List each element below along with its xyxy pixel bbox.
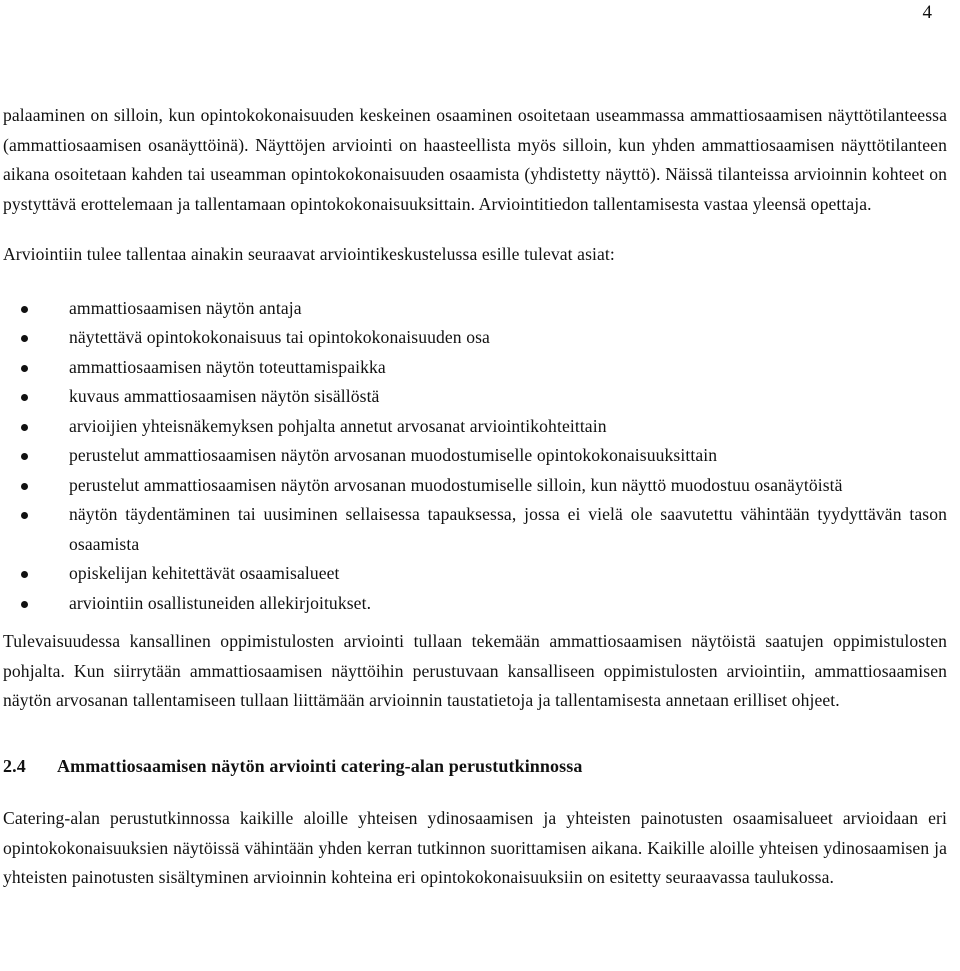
list-item <box>3 559 947 589</box>
document-body <box>3 101 947 893</box>
section-title: Ammattiosaamisen näytön arviointi catering-alan perustutkinnossa <box>57 755 583 776</box>
page-number: 4 <box>922 2 932 23</box>
section-paragraph: Catering-alan perustutkinnossa kaikille aloille yhteisen ydinosaamisen ja yhteisten painotusten osaamisalueet arvioidaan eri opintokokonaisuuksien näytöissä vähintään yhden kerran tutkinnon suorittamisen aikana. Kaikille aloille yhteisen ydinosaamisen ja yhteisten painotusten sisältyminen arvioinnin kohteina eri opintokokonaisuuksiin on esitetty seuraavassa taulukossa. <box>3 808 947 887</box>
list-item-text: opiskelijan kehitettävät osaamisalueet <box>69 563 340 583</box>
list-item-text: perustelut ammattiosaamisen näytön arvosanan muodostumiselle opintokokonaisuuksittain <box>69 445 718 465</box>
list-item-text: arvioijien yhteisnäkemyksen pohjalta annetut arvosanat arviointikohteittain <box>69 415 607 436</box>
bullet-icon <box>21 394 28 401</box>
list-item-text: ammattiosaamisen näytön antaja <box>69 297 302 318</box>
list-item-text: arviointiin osallistuneiden allekirjoitukset. <box>69 592 372 613</box>
list-item <box>3 323 947 353</box>
list-item-text: näytön täydentäminen tai uusiminen sellaisessa tapauksessa, jossa ei vielä ole saavutettu vähintään tyydyttävän tason osaamista <box>69 504 947 554</box>
bullet-icon <box>21 601 28 608</box>
bullet-icon <box>21 424 28 431</box>
list-item-text: ammattiosaamisen näytön toteuttamispaikka <box>69 356 386 377</box>
bullet-icon <box>21 365 28 372</box>
bullet-icon <box>21 483 28 490</box>
list-item <box>3 412 947 442</box>
future-assessment-paragraph: Tulevaisuudessa kansallinen oppimistulosten arviointi tullaan tekemään ammattiosaamisen näytöistä saatujen oppimistulosten pohjalta. Kun siirrytään ammattiosaamisen näyttöihin perustuvaan kansalliseen oppimistulosten arviointiin, ammattiosaamisen näytön arvosanan tallentamiseen tullaan liittämään arvioinnin taustatietoja ja tallentamisesta annetaan erilliset ohjeet. <box>3 631 947 710</box>
list-item <box>3 382 947 412</box>
section-heading <box>3 752 947 782</box>
list-item <box>3 294 947 324</box>
section-number: 2.4 <box>3 755 26 776</box>
bullet-icon <box>21 453 28 460</box>
list-lead-paragraph: Arviointiin tulee tallentaa ainakin seuraavat arviointikeskustelussa esille tulevat asiat: <box>3 244 615 264</box>
bullet-icon <box>21 512 28 519</box>
list-item-text: näytettävä opintokokonaisuus tai opintokokonaisuuden osa <box>69 327 490 347</box>
list-item <box>3 441 947 471</box>
list-item-text: perustelut ammattiosaamisen näytön arvosanan muodostumiselle silloin, kun näyttö muodostuu osanäytöistä <box>69 474 843 495</box>
list-item <box>3 500 947 559</box>
bullet-icon <box>21 571 28 578</box>
assessment-items-list <box>3 294 947 619</box>
bullet-icon <box>21 335 28 342</box>
list-item <box>3 471 947 501</box>
list-item-text: kuvaus ammattiosaamisen näytön sisällöstä <box>69 386 380 406</box>
intro-paragraph: palaaminen on silloin, kun opintokokonaisuuden keskeinen osaaminen osoitetaan useammassa ammattiosaamisen näyttötilanteessa (ammattiosaamisen osanäyttöinä). Näyttöjen arviointi on haasteellista myös silloin, kun yhden ammattiosaamisen näyttötilanteen aikana osoitetaan kahden tai useamman opintokokonaisuuden osaamista (yhdistetty näyttö). Näissä tilanteissa arvioinnin kohteet on pystyttävä erottelemaan ja tallentamaan opintokokonaisuuksittain. Arviointitiedon tallentamisesta vastaa yleensä opettaja. <box>3 105 947 214</box>
bullet-icon <box>21 306 28 313</box>
list-item <box>3 353 947 383</box>
list-item <box>3 589 947 619</box>
